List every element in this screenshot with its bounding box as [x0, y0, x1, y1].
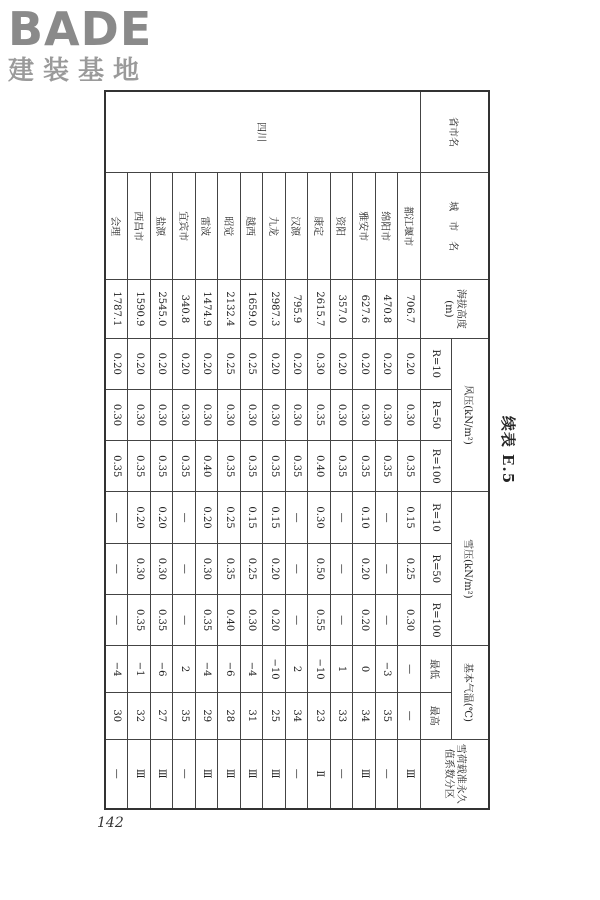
wind-r10-cell: 0.30	[308, 338, 331, 389]
zone-cell: Ⅲ	[218, 739, 241, 809]
altitude-cell: 357.0	[331, 280, 354, 338]
table-row	[105, 91, 128, 809]
temp-max-cell: 31	[241, 692, 264, 739]
bade-logo	[8, 4, 178, 86]
table-row	[128, 91, 151, 809]
city-cell: 西昌市	[128, 173, 151, 280]
wind-r10-cell: 0.20	[331, 338, 354, 389]
header-snow: 雪压(kN/m²)	[452, 492, 490, 646]
temp-min-cell: 0	[353, 646, 376, 693]
zone-cell: —	[286, 739, 309, 809]
zone-cell: —	[376, 739, 399, 809]
snow-r10-cell: 0.15	[398, 492, 421, 543]
wind-r50-cell: 0.30	[151, 389, 174, 440]
zone-cell: Ⅲ	[196, 739, 219, 809]
zone-cell: Ⅲ	[241, 739, 264, 809]
snow-r50-cell: 0.30	[151, 543, 174, 594]
table-row	[398, 91, 421, 809]
wind-r100-cell: 0.40	[196, 441, 219, 492]
wind-r100-cell: 0.40	[308, 441, 331, 492]
snow-r10-cell: 0.15	[263, 492, 286, 543]
wind-r50-cell: 0.30	[398, 389, 421, 440]
zone-cell: Ⅲ	[263, 739, 286, 809]
altitude-cell: 1590.9	[128, 280, 151, 338]
wind-r50-cell: 0.30	[331, 389, 354, 440]
city-cell: 雷波	[196, 173, 219, 280]
temp-min-cell: −6	[218, 646, 241, 693]
altitude-cell: 795.9	[286, 280, 309, 338]
temp-max-cell: 23	[308, 692, 331, 739]
city-cell: 绵阳市	[376, 173, 399, 280]
wind-r50-cell: 0.30	[286, 389, 309, 440]
city-cell: 昭觉	[218, 173, 241, 280]
altitude-cell: 1659.0	[241, 280, 264, 338]
climate-table	[104, 90, 490, 810]
wind-r100-cell: 0.35	[128, 441, 151, 492]
snow-r10-cell: 0.20	[151, 492, 174, 543]
city-cell: 汉源	[286, 173, 309, 280]
wind-r50-cell: 0.30	[376, 389, 399, 440]
wind-r10-cell: 0.25	[241, 338, 264, 389]
province-cell: 四川	[105, 91, 421, 173]
city-cell: 资阳	[331, 173, 354, 280]
wind-r100-cell: 0.35	[331, 441, 354, 492]
temp-max-cell: —	[398, 692, 421, 739]
snow-r100-cell: —	[105, 594, 128, 645]
temp-min-cell: 1	[331, 646, 354, 693]
city-cell: 雅安市	[353, 173, 376, 280]
snow-r50-cell: —	[376, 543, 399, 594]
snow-r50-cell: —	[105, 543, 128, 594]
temp-min-cell: 2	[286, 646, 309, 693]
temp-min-cell: −3	[376, 646, 399, 693]
temp-min-cell: −10	[263, 646, 286, 693]
table-row	[241, 91, 264, 809]
header-wind-r100: R=100	[421, 441, 452, 492]
wind-r10-cell: 0.20	[398, 338, 421, 389]
temp-max-cell: 33	[331, 692, 354, 739]
header-province: 省市名	[421, 91, 490, 173]
table-body	[105, 91, 421, 809]
altitude-cell: 1474.9	[196, 280, 219, 338]
altitude-cell: 2132.4	[218, 280, 241, 338]
temp-max-cell: 34	[286, 692, 309, 739]
snow-r10-cell: 0.25	[218, 492, 241, 543]
table-row	[308, 91, 331, 809]
temp-max-cell: 34	[353, 692, 376, 739]
header-altitude: 海拔高度(m)	[421, 280, 490, 338]
snow-r10-cell: 0.30	[308, 492, 331, 543]
snow-r100-cell: 0.35	[151, 594, 174, 645]
header-city: 城 市 名	[421, 173, 490, 280]
city-cell: 会理	[105, 173, 128, 280]
wind-r10-cell: 0.20	[105, 338, 128, 389]
wind-r100-cell: 0.35	[151, 441, 174, 492]
snow-r50-cell: 0.20	[353, 543, 376, 594]
wind-r100-cell: 0.35	[353, 441, 376, 492]
snow-r100-cell: 0.20	[263, 594, 286, 645]
header-zone: 雪荷载准永久值系数分区	[421, 739, 490, 809]
snow-r100-cell: 0.40	[218, 594, 241, 645]
snow-r10-cell: —	[173, 492, 196, 543]
snow-r100-cell: 0.55	[308, 594, 331, 645]
wind-r100-cell: 0.35	[286, 441, 309, 492]
snow-r10-cell: —	[105, 492, 128, 543]
wind-r100-cell: 0.35	[398, 441, 421, 492]
wind-r100-cell: 0.35	[173, 441, 196, 492]
wind-r50-cell: 0.30	[263, 389, 286, 440]
table-row	[353, 91, 376, 809]
header-snow-r100: R=100	[421, 594, 452, 645]
wind-r100-cell: 0.35	[218, 441, 241, 492]
snow-r10-cell: 0.20	[196, 492, 219, 543]
temp-max-cell: 25	[263, 692, 286, 739]
table-row	[173, 91, 196, 809]
table-row	[196, 91, 219, 809]
city-cell: 宜宾市	[173, 173, 196, 280]
wind-r100-cell: 0.35	[105, 441, 128, 492]
temp-max-cell: 35	[173, 692, 196, 739]
page-number: 142	[97, 815, 124, 831]
altitude-cell: 2615.7	[308, 280, 331, 338]
wind-r50-cell: 0.30	[128, 389, 151, 440]
snow-r100-cell: —	[331, 594, 354, 645]
snow-r10-cell: —	[331, 492, 354, 543]
snow-r50-cell: —	[173, 543, 196, 594]
snow-r10-cell: 0.10	[353, 492, 376, 543]
wind-r100-cell: 0.35	[263, 441, 286, 492]
rotated-table-block	[100, 90, 520, 810]
temp-min-cell: 2	[173, 646, 196, 693]
zone-cell: Ⅲ	[128, 739, 151, 809]
logo-brand: BADE	[8, 2, 153, 56]
zone-cell: Ⅲ	[398, 739, 421, 809]
snow-r50-cell: 0.25	[398, 543, 421, 594]
city-cell: 康定	[308, 173, 331, 280]
snow-r100-cell: 0.30	[241, 594, 264, 645]
header-temp-min: 最低	[421, 646, 452, 693]
altitude-cell: 2987.3	[263, 280, 286, 338]
city-cell: 都江堰市	[398, 173, 421, 280]
snow-r100-cell: 0.20	[353, 594, 376, 645]
wind-r50-cell: 0.30	[241, 389, 264, 440]
header-temp: 基本气温(℃)	[452, 646, 490, 739]
city-cell: 盐源	[151, 173, 174, 280]
header-snow-r50: R=50	[421, 543, 452, 594]
city-cell: 九龙	[263, 173, 286, 280]
temp-max-cell: 27	[151, 692, 174, 739]
wind-r50-cell: 0.30	[218, 389, 241, 440]
wind-r50-cell: 0.30	[105, 389, 128, 440]
zone-cell: —	[331, 739, 354, 809]
header-wind-r50: R=50	[421, 389, 452, 440]
snow-r100-cell: —	[286, 594, 309, 645]
table-row	[331, 91, 354, 809]
temp-min-cell: −4	[196, 646, 219, 693]
altitude-cell: 2545.0	[151, 280, 174, 338]
wind-r50-cell: 0.35	[308, 389, 331, 440]
zone-cell: —	[173, 739, 196, 809]
wind-r10-cell: 0.20	[151, 338, 174, 389]
table-row	[263, 91, 286, 809]
altitude-cell: 340.8	[173, 280, 196, 338]
snow-r10-cell: 0.20	[128, 492, 151, 543]
snow-r50-cell: 0.30	[196, 543, 219, 594]
temp-min-cell: −6	[151, 646, 174, 693]
altitude-cell: 1787.1	[105, 280, 128, 338]
table-row	[286, 91, 309, 809]
temp-min-cell: −4	[105, 646, 128, 693]
header-snow-r10: R=10	[421, 492, 452, 543]
temp-max-cell: 29	[196, 692, 219, 739]
temp-max-cell: 35	[376, 692, 399, 739]
altitude-cell: 627.6	[353, 280, 376, 338]
temp-min-cell: −4	[241, 646, 264, 693]
wind-r10-cell: 0.20	[128, 338, 151, 389]
snow-r50-cell: 0.20	[263, 543, 286, 594]
snow-r100-cell: 0.35	[196, 594, 219, 645]
temp-min-cell: −1	[128, 646, 151, 693]
header-temp-max: 最高	[421, 692, 452, 739]
snow-r10-cell: —	[376, 492, 399, 543]
zone-cell: —	[105, 739, 128, 809]
city-cell: 越西	[241, 173, 264, 280]
snow-r100-cell: 0.35	[128, 594, 151, 645]
wind-r100-cell: 0.35	[241, 441, 264, 492]
snow-r50-cell: 0.30	[128, 543, 151, 594]
snow-r100-cell: —	[376, 594, 399, 645]
zone-cell: Ⅱ	[308, 739, 331, 809]
zone-cell: Ⅲ	[353, 739, 376, 809]
wind-r50-cell: 0.30	[173, 389, 196, 440]
wind-r10-cell: 0.25	[218, 338, 241, 389]
wind-r10-cell: 0.20	[263, 338, 286, 389]
wind-r100-cell: 0.35	[376, 441, 399, 492]
snow-r10-cell: —	[286, 492, 309, 543]
header-wind: 风压(kN/m²)	[452, 338, 490, 492]
wind-r10-cell: 0.20	[196, 338, 219, 389]
temp-min-cell: −10	[308, 646, 331, 693]
snow-r50-cell: 0.50	[308, 543, 331, 594]
snow-r10-cell: 0.15	[241, 492, 264, 543]
temp-max-cell: 30	[105, 692, 128, 739]
table-title: 续表 E.5	[499, 415, 517, 485]
wind-r10-cell: 0.20	[286, 338, 309, 389]
logo-subtitle: 建装基地	[8, 56, 149, 86]
table-row	[376, 91, 399, 809]
altitude-cell: 470.8	[376, 280, 399, 338]
wind-r10-cell: 0.20	[353, 338, 376, 389]
wind-r50-cell: 0.30	[196, 389, 219, 440]
altitude-cell: 706.7	[398, 280, 421, 338]
snow-r50-cell: —	[331, 543, 354, 594]
wind-r10-cell: 0.20	[173, 338, 196, 389]
wind-r10-cell: 0.20	[376, 338, 399, 389]
temp-max-cell: 32	[128, 692, 151, 739]
snow-r50-cell: —	[286, 543, 309, 594]
table-row	[218, 91, 241, 809]
temp-max-cell: 28	[218, 692, 241, 739]
snow-r100-cell: —	[173, 594, 196, 645]
wind-r50-cell: 0.30	[353, 389, 376, 440]
snow-r50-cell: 0.25	[241, 543, 264, 594]
header-wind-r10: R=10	[421, 338, 452, 389]
snow-r100-cell: 0.30	[398, 594, 421, 645]
zone-cell: Ⅲ	[151, 739, 174, 809]
snow-r50-cell: 0.35	[218, 543, 241, 594]
table-row	[151, 91, 174, 809]
temp-min-cell: —	[398, 646, 421, 693]
